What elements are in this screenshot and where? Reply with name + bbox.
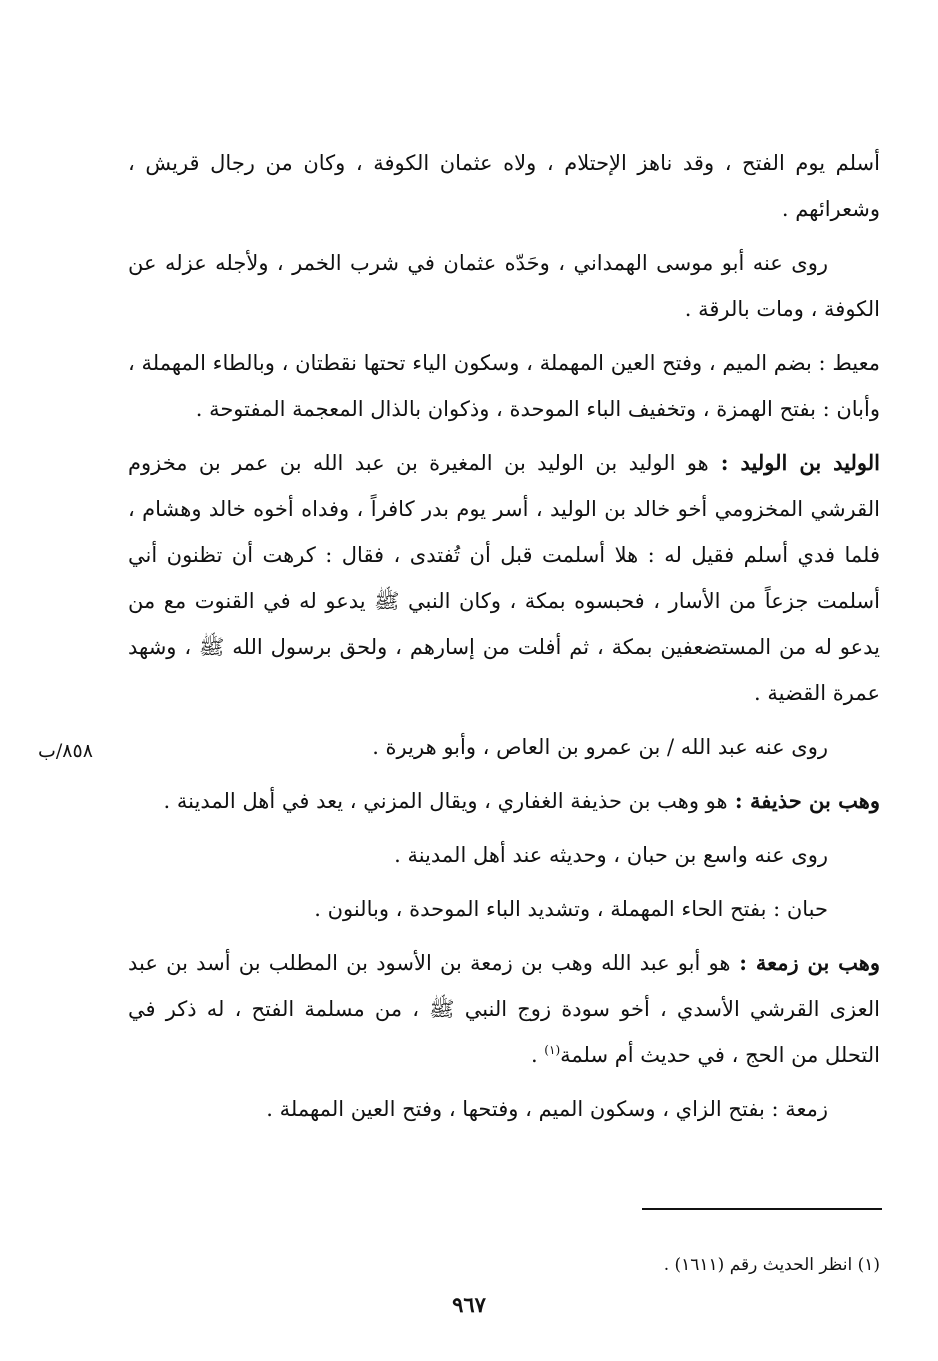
entry-heading: وهب بن حذيفة xyxy=(749,788,880,813)
paragraph xyxy=(128,724,880,770)
paragraph-text: أسلم يوم الفتح ، وقد ناهز الإحتلام ، ولاه عثمان الكوفة ، وكان من رجال قريش ، وشعرائهم . xyxy=(128,151,880,221)
paragraph-text: هو الوليد بن الوليد بن المغيرة بن عبد الله بن عمر بن مخزوم القرشي المخزومي أخو خالد بن الوليد ، أسر يوم بدر كافراً ، وفداه أخوه خالد وهشام ، فلما فدي أسلم فقيل له : هلا أسلمت قبل أن تُفتدى ، فقال : كرهت أن تظنون أني أسلمت جزعاً من الأسار ، فحبسوه بمكة ، وكان النبي ﷺ يدعو له في القنوت مع من يدعو له من المستضعفين بمكة ، ثم أفلت من إسارهم ، ولحق برسول الله ﷺ ، وشهد عمرة القضية . xyxy=(128,451,880,705)
paragraph-text: روى عنه أبو موسى الهمداني ، وحَدّه عثمان في شرب الخمر ، ولأجله عزله عن الكوفة ، ومات بالرقة . xyxy=(128,251,880,321)
paragraph-end: . xyxy=(530,1043,545,1067)
margin-folio-note: ٨٥٨/ب xyxy=(38,740,93,762)
entry-separator: : xyxy=(727,788,750,813)
paragraph xyxy=(128,1086,880,1132)
paragraph-text: حبان : بفتح الحاء المهملة ، وتشديد الباء الموحدة ، وبالنون . xyxy=(314,897,828,921)
entry-paragraph xyxy=(128,440,880,716)
paragraph xyxy=(128,832,880,878)
page-number: ٩٦٧ xyxy=(452,1292,486,1317)
entry-heading: وهب بن زمعة xyxy=(755,950,880,975)
footnote-reference[interactable]: (١) xyxy=(544,1043,561,1057)
paragraph xyxy=(128,340,880,432)
paragraph-text: روى عنه عبد الله / بن عمرو بن العاص ، وأبو هريرة . xyxy=(372,735,828,759)
footnote: (١) انظر الحديث رقم (١٦١١) . xyxy=(663,1255,880,1275)
footnote-divider xyxy=(642,1208,882,1210)
paragraph-text: هو أبو عبد الله وهب بن زمعة بن الأسود بن المطلب بن أسد بن عبد العزى القرشي الأسدي ، أخو سودة زوج النبي ﷺ ، من مسلمة الفتح ، له ذكر في التحلل من الحج ، في حديث أم سلمة xyxy=(128,951,880,1067)
paragraph xyxy=(128,886,880,932)
entry-separator: : xyxy=(730,950,756,975)
entry-heading: الوليد بن الوليد xyxy=(740,450,880,475)
paragraph-text: زمعة : بفتح الزاي ، وسكون الميم ، وفتحها ، وفتح العين المهملة . xyxy=(266,1097,828,1121)
paragraph-text: روى عنه واسع بن حبان ، وحديثه عند أهل المدينة . xyxy=(394,843,828,867)
entry-paragraph xyxy=(128,778,880,824)
paragraph-text: معيط : بضم الميم ، وفتح العين المهملة ، وسكون الياء تحتها نقطتان ، وبالطاء المهملة ، وأبان : بفتح الهمزة ، وتخفيف الباء الموحدة ، وذكوان بالذال المعجمة المفتوحة . xyxy=(128,351,880,421)
paragraph xyxy=(128,140,880,232)
paragraph xyxy=(128,240,880,332)
entry-separator: : xyxy=(708,450,741,475)
paragraph-text: هو وهب بن حذيفة الغفاري ، ويقال المزني ، يعد في أهل المدينة . xyxy=(163,789,728,813)
entry-paragraph xyxy=(128,940,880,1078)
main-text-block xyxy=(128,140,880,1140)
